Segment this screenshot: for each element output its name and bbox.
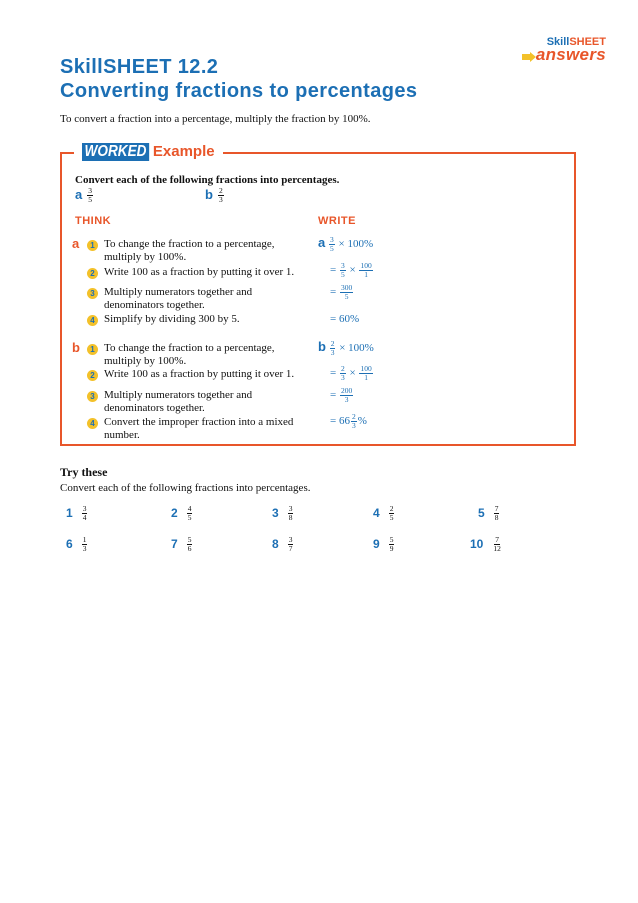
page-title: Converting fractions to percentages — [60, 80, 418, 102]
think-header: THINK — [75, 215, 112, 227]
question-2: 2 $\frac{4}{5}$ — [171, 503, 192, 522]
write-b-result: = 66 $\frac{2}{3}$ % — [330, 412, 367, 430]
write-a-line3: = $\frac{300}{5}$ — [330, 283, 353, 301]
write-a-result: = 60% — [330, 313, 360, 325]
arrow-icon — [522, 52, 536, 62]
question-3: 3 $\frac{3}{8}$ — [272, 503, 293, 522]
step-number: 4 — [87, 418, 98, 429]
logo-line-1: SkillSHEET — [546, 36, 606, 48]
intro-text: To convert a fraction into a percentage, multiply the fraction by 100%. — [60, 113, 371, 125]
step-text: Multiply numerators together and denominators together. — [104, 286, 253, 311]
fraction: $\frac{5}{6}$ — [187, 534, 192, 553]
fraction: $\frac{100}{1}$ — [360, 364, 372, 382]
fraction: $\frac{2}{3}$ — [218, 185, 223, 204]
skillsheet-answers-logo — [508, 36, 608, 68]
fraction: $\frac{7}{8}$ — [494, 503, 499, 522]
step-text: Multiply numerators together and denominators together. — [104, 389, 253, 414]
fraction: $\frac{3}{8}$ — [288, 503, 293, 522]
write-b-line3: = $\frac{200}{3}$ — [330, 386, 353, 404]
sheet-number: SkillSHEET 12.2 — [60, 56, 219, 78]
step-number: 1 — [87, 240, 98, 251]
question-4: 4 $\frac{2}{5}$ — [373, 503, 394, 522]
step-number: 4 — [87, 315, 98, 326]
example-part-a: a $\frac{3}{5}$ — [75, 185, 92, 204]
step-text: To change the fraction to a percentage, multiply by 100%. — [104, 342, 275, 367]
fraction: $\frac{2}{3}$ — [351, 412, 356, 430]
fraction: $\frac{3}{5}$ — [88, 185, 92, 204]
example-part-b: b $\frac{2}{3}$ — [205, 185, 223, 204]
step-number: 3 — [87, 288, 98, 299]
fraction: $\frac{100}{1}$ — [360, 261, 372, 279]
fraction: $\frac{3}{5}$ — [340, 261, 345, 279]
step-text: Simplify by dividing 300 by 5. — [104, 313, 240, 325]
write-b-line1: b $\frac{2}{3}$ × 100% — [318, 338, 374, 357]
fraction: $\frac{3}{4}$ — [82, 503, 87, 522]
question-5: 5 $\frac{7}{8}$ — [478, 503, 499, 522]
fraction: $\frac{3}{7}$ — [288, 534, 293, 553]
fraction: $\frac{2}{5}$ — [389, 503, 394, 522]
fraction: $\frac{5}{9}$ — [389, 534, 394, 553]
fraction: $\frac{300}{5}$ — [340, 283, 353, 301]
step-text: Convert the improper fraction into a mixed number. — [104, 416, 294, 441]
fraction: $\frac{200}{3}$ — [340, 386, 353, 404]
question-10: 10 $\frac{7}{12}$ — [470, 534, 501, 553]
step-text: To change the fraction to a percentage, multiply by 100%. — [104, 238, 275, 263]
question-6: 6 $\frac{1}{3}$ — [66, 534, 87, 553]
fraction: $\frac{1}{3}$ — [82, 534, 87, 553]
fraction: $\frac{3}{5}$ — [329, 234, 334, 253]
step-number: 2 — [87, 370, 98, 381]
step-text: Write 100 as a fraction by putting it over 1. — [104, 368, 295, 380]
try-these-heading: Try these — [60, 465, 108, 479]
fraction: $\frac{2}{3}$ — [340, 364, 345, 382]
fraction: $\frac{7}{12}$ — [493, 534, 501, 553]
part-b-label: b — [72, 340, 80, 355]
step-text: Write 100 as a fraction by putting it over 1. — [104, 266, 295, 278]
worked-example-tag: WORKED Example — [74, 143, 223, 163]
question-9: 9 $\frac{5}{9}$ — [373, 534, 394, 553]
write-header: WRITE — [318, 215, 356, 227]
question-7: 7 $\frac{5}{6}$ — [171, 534, 192, 553]
part-a-label: a — [72, 236, 80, 251]
logo-line-2: answers — [535, 45, 606, 64]
step-number: 3 — [87, 391, 98, 402]
question-1: 1 $\frac{3}{4}$ — [66, 503, 87, 522]
fraction: $\frac{2}{3}$ — [330, 338, 335, 357]
try-these-instruction: Convert each of the following fractions into percentages. — [60, 482, 311, 494]
write-a-line1: a $\frac{3}{5}$ × 100% — [318, 234, 374, 253]
example-question: Convert each of the following fractions into percentages. — [75, 174, 340, 186]
step-number: 1 — [87, 344, 98, 355]
write-a-line2: = $\frac{3}{5}$ × $\frac{100}{1}$ — [330, 261, 372, 279]
write-b-line2: = $\frac{2}{3}$ × $\frac{100}{1}$ — [330, 364, 372, 382]
fraction: $\frac{4}{5}$ — [187, 503, 192, 522]
step-number: 2 — [87, 268, 98, 279]
question-8: 8 $\frac{3}{7}$ — [272, 534, 293, 553]
